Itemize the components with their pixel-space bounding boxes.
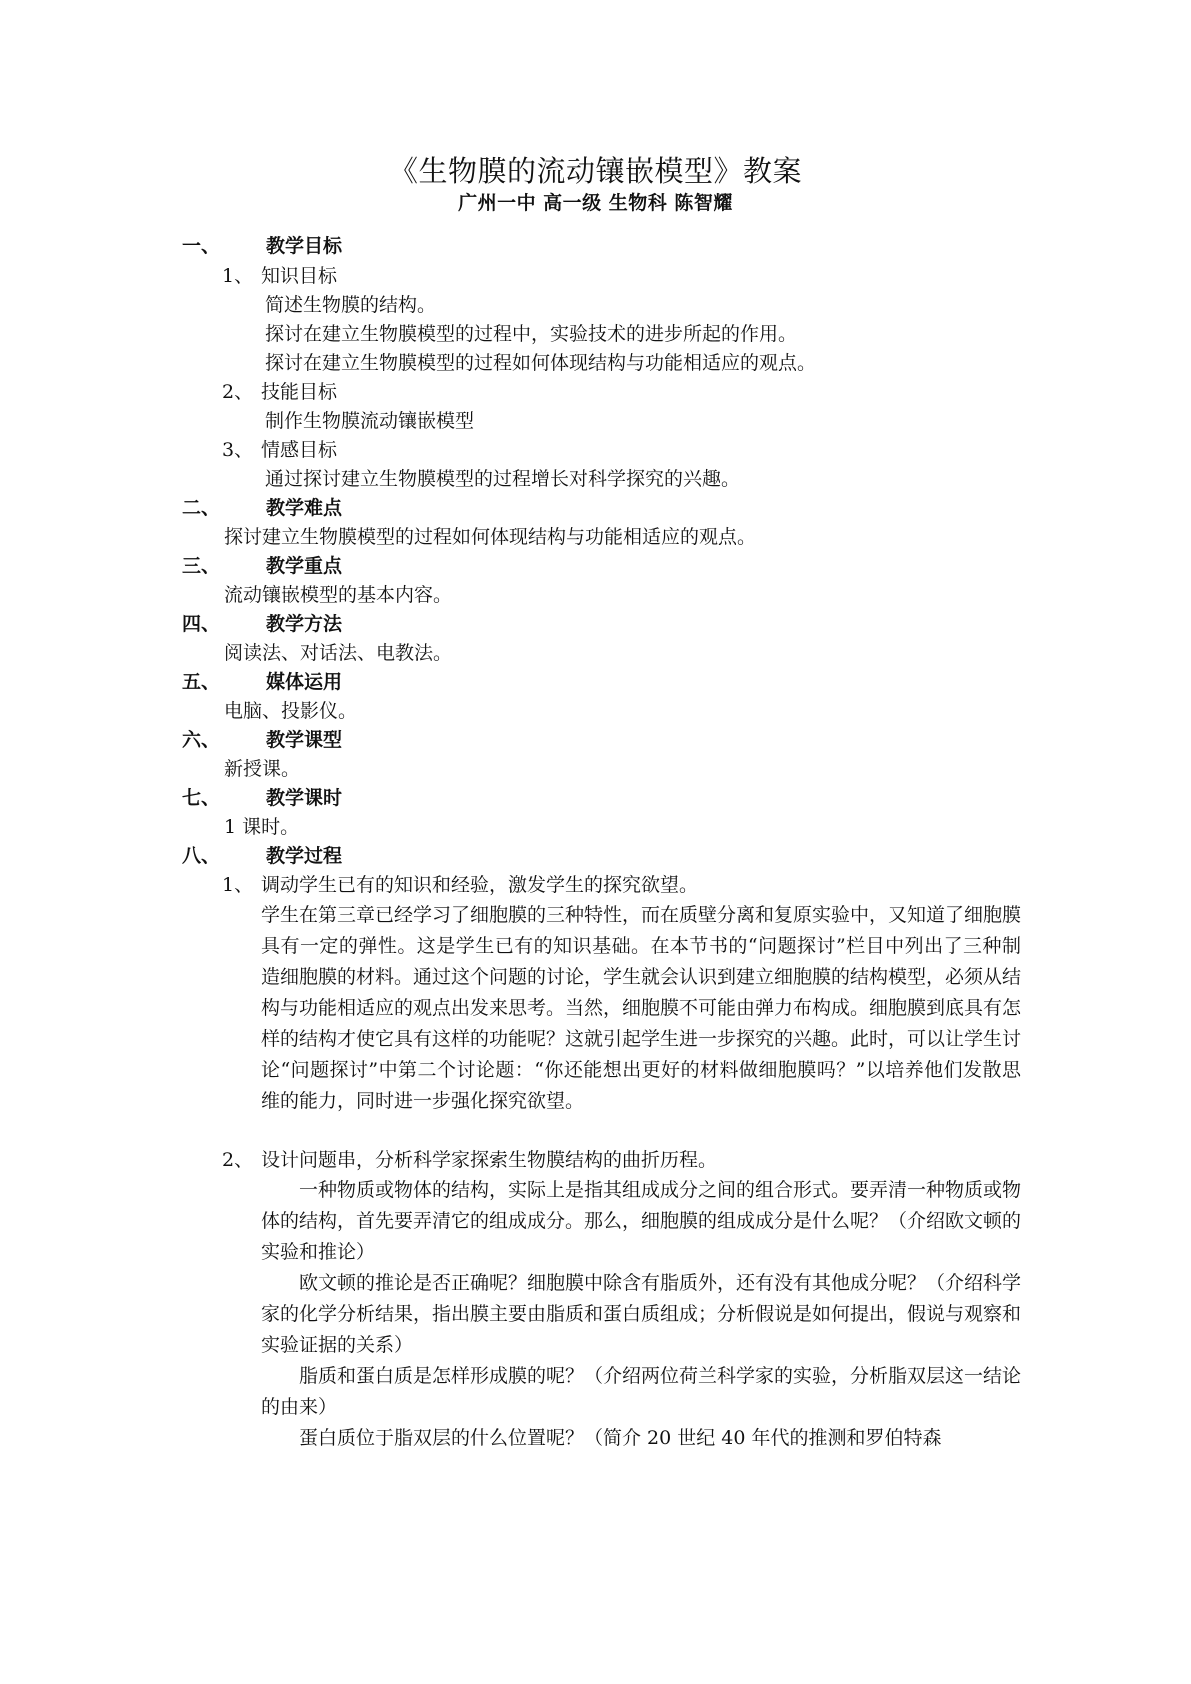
- subsection-title: 调动学生已有的知识和经验，激发学生的探究欲望。: [261, 874, 699, 896]
- section-title: 教学难点: [266, 497, 343, 519]
- body-line: 探讨在建立生物膜模型的过程中，实验技术的进步所起的作用。: [265, 323, 798, 345]
- section-title: 教学方法: [266, 613, 343, 635]
- body-line: 通过探讨建立生物膜模型的过程增长对科学探究的兴趣。: [265, 468, 741, 490]
- subsection-title: 情感目标: [261, 439, 338, 461]
- section-number: 五、: [182, 671, 221, 693]
- section-title: 教学课型: [266, 729, 343, 751]
- subsection-title: 知识目标: [261, 265, 338, 287]
- body-line: 制作生物膜流动镶嵌模型: [265, 410, 475, 432]
- body-line: 1 课时。: [224, 816, 300, 838]
- body-line: 新授课。: [224, 758, 301, 780]
- subsection-number: 1、: [222, 265, 254, 287]
- section-title: 教学过程: [266, 845, 343, 867]
- section-number: 七、: [182, 787, 221, 809]
- section-number: 四、: [182, 613, 221, 635]
- section-number: 三、: [182, 555, 221, 577]
- body-paragraph: 脂质和蛋白质是怎样形成膜的呢？（介绍两位荷兰科学家的实验，分析脂双层这一结论的由来）: [261, 1365, 1022, 1418]
- section-number: 一、: [182, 235, 221, 257]
- document-author-line: 广州一中 高一级 生物科 陈智耀: [458, 192, 733, 214]
- subsection-title: 技能目标: [261, 381, 338, 403]
- section-number: 二、: [182, 497, 221, 519]
- body-paragraph: 欧文顿的推论是否正确呢？细胞膜中除含有脂质外，还有没有其他成分呢？（介绍科学家的化学分析结果，指出膜主要由脂质和蛋白质组成；分析假说是如何提出，假说与观察和实验证据的关系）: [261, 1272, 1022, 1356]
- subsection-number: 2、: [222, 1149, 254, 1171]
- body-paragraph: 蛋白质位于脂双层的什么位置呢？（简介 20 世纪 40 年代的推测和罗伯特森: [299, 1427, 942, 1449]
- section-title: 教学重点: [266, 555, 343, 577]
- subsection-number: 3、: [222, 439, 254, 461]
- subsection-number: 1、: [222, 874, 254, 896]
- section-number: 八、: [182, 845, 221, 867]
- body-line: 简述生物膜的结构。: [265, 294, 437, 316]
- body-line: 流动镶嵌模型的基本内容。: [224, 584, 453, 606]
- subsection-title: 设计问题串，分析科学家探索生物膜结构的曲折历程。: [261, 1149, 718, 1171]
- section-title: 教学目标: [266, 235, 343, 257]
- subsection-number: 2、: [222, 381, 254, 403]
- body-line: 阅读法、对话法、电教法。: [224, 642, 453, 664]
- section-title: 教学课时: [266, 787, 343, 809]
- section-number: 六、: [182, 729, 221, 751]
- body-line: 探讨建立生物膜模型的过程如何体现结构与功能相适应的观点。: [224, 526, 757, 548]
- document-title: 《生物膜的流动镶嵌模型》教案: [388, 154, 802, 188]
- body-line: 探讨在建立生物膜模型的过程如何体现结构与功能相适应的观点。: [265, 352, 817, 374]
- section-title: 媒体运用: [266, 671, 343, 693]
- body-line: 电脑、投影仪。: [224, 700, 358, 722]
- body-paragraph: 一种物质或物体的结构，实际上是指其组成成分之间的组合形式。要弄清一种物质或物体的结构，首先要弄清它的组成成分。那么，细胞膜的组成成分是什么呢？（介绍欧文顿的实验和推论）: [261, 1179, 1022, 1263]
- body-paragraph: 学生在第三章已经学习了细胞膜的三种特性，而在质壁分离和复原实验中，又知道了细胞膜具有一定的弹性。这是学生已有的知识基础。在本节书的“问题探讨”栏目中列出了三种制造细胞膜的材料。通过这个问题的讨论，学生就会认识到建立细胞膜的结构模型，必须从结构与功能相适应的观点出发来思考。当然，细胞膜不可能由弹力布构成。细胞膜到底具有怎样的结构才使它具有这样的功能呢？这就引起学生进一步探究的兴趣。此时，可以让学生讨论“问题探讨”中第二个讨论题：“你还能想出更好的材料做细胞膜吗？”以培养他们发散思维的能力，同时进一步强化探究欲望。: [261, 904, 1022, 1112]
